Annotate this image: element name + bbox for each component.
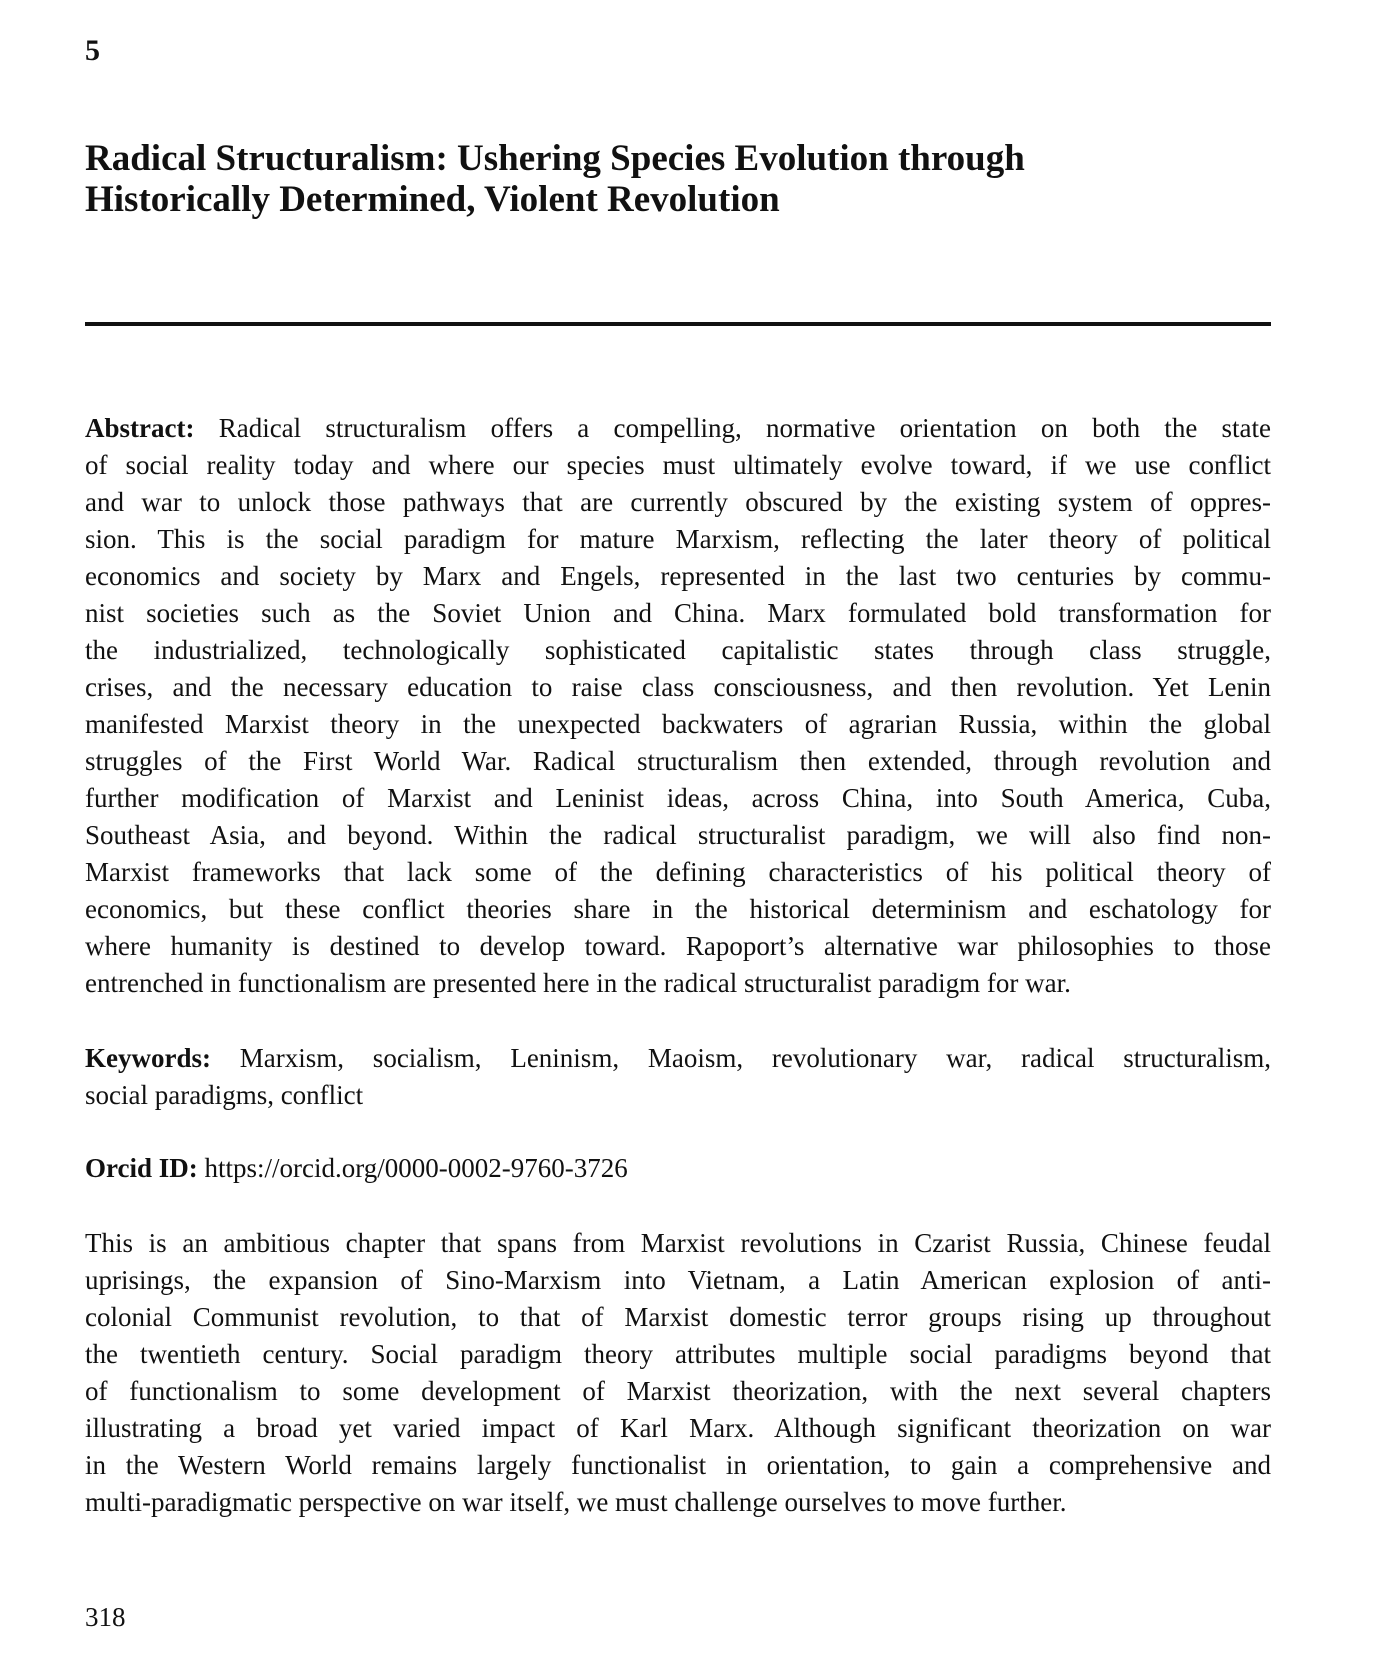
text-line-content: Southeast Asia, and beyond. Within the radical structuralist paradigm, we will also find non-: [85, 820, 1271, 850]
text-line-content: Radical structuralism offers a compelling, normative orientation on both the state: [218, 413, 1272, 443]
text-line: [85, 1040, 1271, 1077]
text-line-content: social paradigms, conflict: [85, 1080, 364, 1110]
text-line-content: uprisings, the expansion of Sino-Marxism into Vietnam, a Latin American explosion of anti-: [85, 1265, 1271, 1295]
section-label: Abstract:: [85, 413, 195, 443]
text-line: [85, 669, 1271, 706]
text-line-content: and war to unlock those pathways that are currently obscured by the existing system of oppres-: [85, 487, 1271, 517]
body-paragraph: [85, 1225, 1271, 1521]
text-line: [85, 1225, 1271, 1262]
text-line: [85, 743, 1271, 780]
chapter-title: [85, 138, 1285, 220]
text-line: [85, 1373, 1271, 1410]
text-line-content: Marxism, socialism, Leninism, Maoism, revolutionary war, radical structuralism,: [239, 1043, 1271, 1073]
keywords: [85, 1040, 1271, 1114]
text-line-content: sion. This is the social paradigm for mature Marxism, reflecting the later theory of political: [85, 524, 1271, 554]
text-line: [85, 521, 1271, 558]
text-line: [85, 965, 1271, 1002]
text-line-content: colonial Communist revolution, to that of Marxist domestic terror groups rising up throughout: [85, 1302, 1271, 1332]
text-line: [85, 1447, 1271, 1484]
chapter-title-line: Historically Determined, Violent Revolution: [85, 179, 780, 220]
orcid: [85, 1150, 1271, 1187]
text-line: [85, 484, 1271, 521]
text-line: [85, 928, 1271, 965]
text-line-content: in the Western World remains largely functionalist in orientation, to gain a comprehensive and: [85, 1450, 1271, 1480]
text-line: [85, 1410, 1271, 1447]
orcid-link[interactable]: https://orcid.org/0000-0002-9760-3726: [204, 1153, 628, 1183]
text-line-content: economics and society by Marx and Engels, represented in the last two centuries by commu-: [85, 561, 1271, 591]
text-line: [85, 1262, 1271, 1299]
text-line: [85, 410, 1271, 447]
text-line-content: further modification of Marxist and Leninist ideas, across China, into South America, Cuba,: [85, 783, 1271, 813]
text-line-content: This is an ambitious chapter that spans from Marxist revolutions in Czarist Russia, Chinese feudal: [85, 1228, 1271, 1258]
text-line: [85, 1299, 1271, 1336]
text-line: [85, 1077, 1271, 1114]
text-line: [85, 817, 1271, 854]
orcid-label: Orcid ID:: [85, 1153, 198, 1183]
text-line-content: manifested Marxist theory in the unexpected backwaters of agrarian Russia, within the global: [85, 709, 1271, 739]
text-line-content: struggles of the First World War. Radical structuralism then extended, through revolution and: [85, 746, 1271, 776]
text-line-content: multi-paradigmatic perspective on war itself, we must challenge ourselves to move further.: [85, 1487, 1067, 1517]
text-line-content: where humanity is destined to develop toward. Rapoport’s alternative war philosophies to those: [85, 931, 1271, 961]
text-line-content: nist societies such as the Soviet Union and China. Marx formulated bold transformation for: [85, 598, 1271, 628]
text-line: [85, 447, 1271, 484]
text-line-content: economics, but these conflict theories share in the historical determinism and eschatology for: [85, 894, 1271, 924]
text-line: [85, 1336, 1271, 1373]
text-line: [85, 558, 1271, 595]
text-line-content: entrenched in functionalism are presented here in the radical structuralist paradigm for war.: [85, 968, 1071, 998]
text-line-content: the industrialized, technologically sophisticated capitalistic states through class struggle,: [85, 635, 1271, 665]
orcid-line: [85, 1150, 1271, 1187]
text-line: [85, 780, 1271, 817]
text-line-content: Marxist frameworks that lack some of the defining characteristics of his political theory of: [85, 857, 1271, 887]
text-line: [85, 632, 1271, 669]
text-line: [85, 854, 1271, 891]
text-line: [85, 1484, 1271, 1521]
text-line: [85, 706, 1271, 743]
section-label: Keywords:: [85, 1043, 211, 1073]
text-line-content: of social reality today and where our species must ultimately evolve toward, if we use conflict: [85, 450, 1271, 480]
text-line: [85, 891, 1271, 928]
page-number: 318: [85, 1602, 126, 1632]
chapter-title-line: Radical Structuralism: Ushering Species Evolution through: [85, 138, 1025, 179]
text-line-content: illustrating a broad yet varied impact of Karl Marx. Although significant theorization on war: [85, 1413, 1271, 1443]
chapter-number: 5: [85, 34, 100, 67]
text-line-content: crises, and the necessary education to raise class consciousness, and then revolution. Yet Lenin: [85, 672, 1271, 702]
text-line-content: the twentieth century. Social paradigm theory attributes multiple social paradigms beyond that: [85, 1339, 1271, 1369]
abstract: [85, 410, 1271, 1002]
text-line: [85, 595, 1271, 632]
text-line-content: of functionalism to some development of Marxist theorization, with the next several chapters: [85, 1376, 1271, 1406]
title-divider: [85, 322, 1271, 326]
